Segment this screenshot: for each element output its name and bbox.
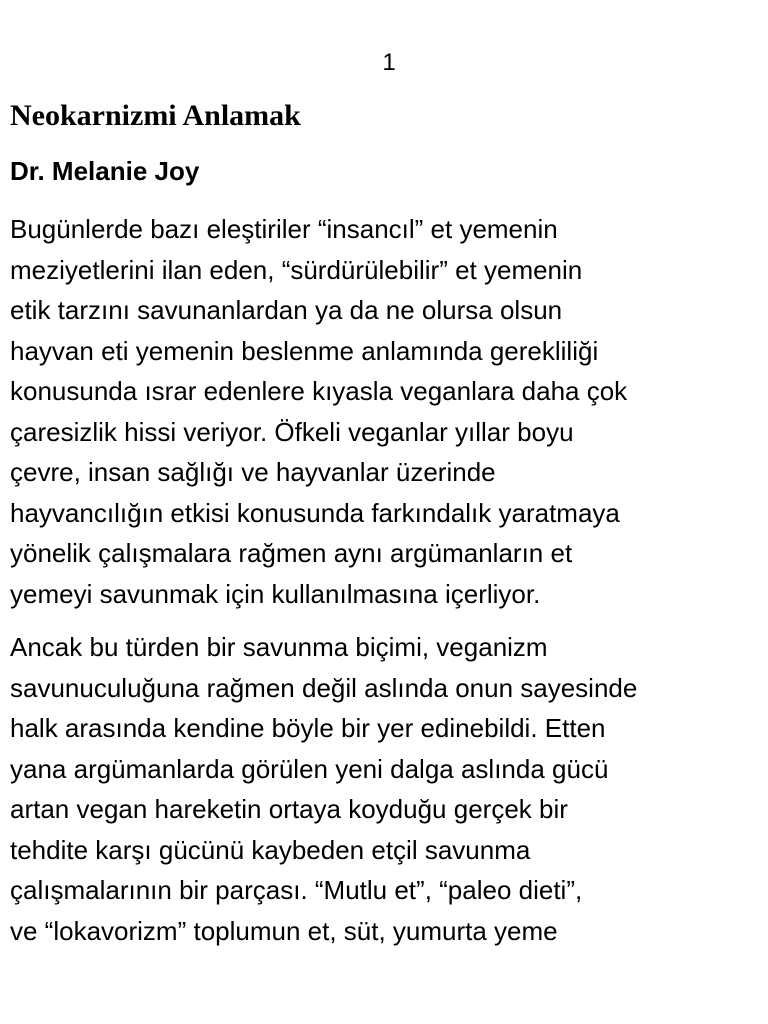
- text-line: Ancak bu türden bir savunma biçimi, veganizm: [10, 632, 548, 662]
- document-title: Neokarnizmi Anlamak: [10, 99, 301, 132]
- page-number: 1: [382, 49, 396, 76]
- text-line: konusunda ısrar edenlere kıyasla veganlara daha çok: [10, 376, 628, 406]
- text-line: çaresizlik hissi veriyor. Öfkeli veganlar yıllar boyu: [10, 416, 574, 447]
- text-line: savunuculuğuna rağmen değil aslında onun sayesinde: [10, 672, 638, 703]
- text-line: çalışmalarının bir parçası. “Mutlu et”, “paleo dieti”,: [10, 875, 583, 905]
- text-line: yönelik çalışmalara rağmen aynı argümanların et: [10, 538, 573, 568]
- text-line: artan vegan hareketin ortaya koyduğu gerçek bir: [10, 794, 568, 824]
- text-line: hayvan eti yemenin beslenme anlamında gerekliliği: [10, 335, 599, 366]
- text-line: yana argümanlarda görülen yeni dalga aslında gücü: [10, 753, 609, 784]
- author-name: Dr. Melanie Joy: [10, 156, 200, 186]
- paragraph-1: [10, 209, 768, 614]
- text-line: halk arasında kendine böyle bir yer edinebildi. Etten: [10, 713, 606, 743]
- text-line: ve “lokavorizm” toplumun et, süt, yumurta yeme: [10, 915, 558, 946]
- text-line: yemeyi savunmak için kullanılmasına içerliyor.: [10, 578, 541, 609]
- paragraph-2: [10, 627, 768, 951]
- text-line: çevre, insan sağlığı ve hayvanlar üzerinde: [10, 457, 496, 487]
- text-line: meziyetlerini ilan eden, “sürdürülebilir” et yemenin: [10, 254, 583, 285]
- text-line: hayvancılığın etkisi konusunda farkındalık yaratmaya: [10, 497, 620, 528]
- text-line: tehdite karşı gücünü kaybeden etçil savunma: [10, 834, 531, 865]
- text-line: Bugünlerde bazı eleştiriler “insancıl” et yemenin: [10, 214, 558, 244]
- text-line: etik tarzını savunanlardan ya da ne olursa olsun: [10, 295, 563, 325]
